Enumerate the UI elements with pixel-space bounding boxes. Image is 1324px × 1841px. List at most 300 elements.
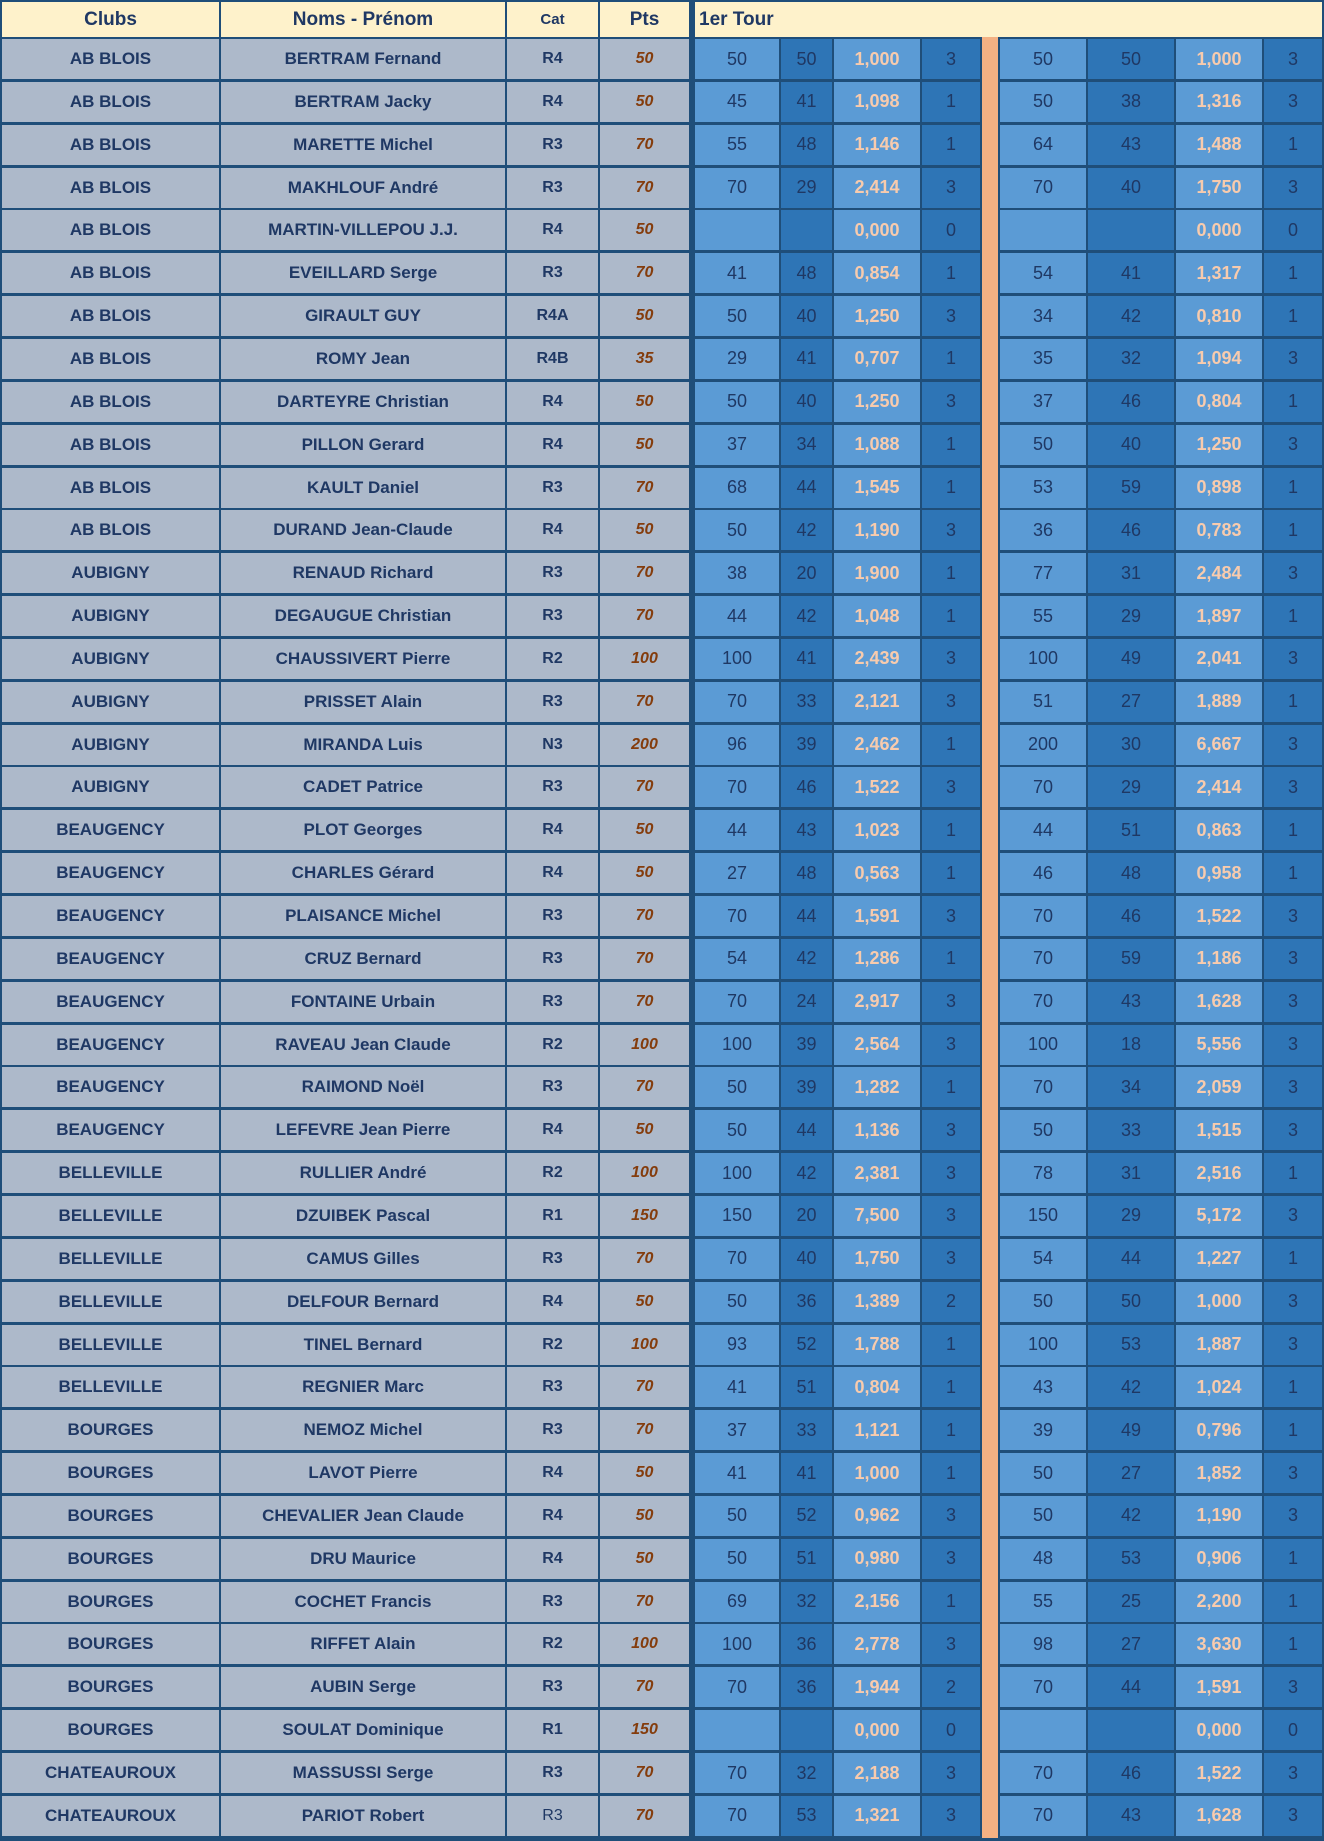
game1-average-cell: 0,804 [832,1365,922,1409]
separator-column [980,1537,1000,1581]
game1-match-points-cell: 0 [920,208,982,252]
game2-average-cell: 0,783 [1174,508,1264,552]
game2-average-cell: 0,863 [1174,808,1264,852]
table-row [0,208,1324,252]
club-cell: AB BLOIS [0,508,221,552]
player-name-cell: RULLIER André [219,1151,507,1195]
club-cell: BEAUGENCY [0,980,221,1024]
table-row [0,1365,1324,1409]
category-cell: R2 [505,1323,600,1367]
points-cell: 70 [598,1365,691,1409]
game1-match-points-cell: 1 [920,551,982,595]
game2-average-cell: 0,810 [1174,294,1264,338]
table-row [0,1237,1324,1281]
game2-points-scored-cell: 36 [998,508,1088,552]
game1-innings-cell: 46 [779,765,834,809]
player-name-cell: GIRAULT GUY [219,294,507,338]
game1-innings-cell: 48 [779,251,834,295]
game2-match-points-cell: 3 [1262,337,1324,381]
club-cell: BEAUGENCY [0,851,221,895]
game2-average-cell: 2,414 [1174,765,1264,809]
game1-match-points-cell: 1 [920,723,982,767]
game1-average-cell: 2,121 [832,680,922,724]
game2-average-cell: 1,317 [1174,251,1264,295]
separator-column [980,337,1000,381]
game1-match-points-cell: 3 [920,1108,982,1152]
points-cell: 35 [598,337,691,381]
points-cell: 150 [598,1194,691,1238]
game1-average-cell: 1,522 [832,765,922,809]
game2-match-points-cell: 1 [1262,594,1324,638]
game2-points-scored-cell: 50 [998,1280,1088,1324]
game2-average-cell: 1,852 [1174,1451,1264,1495]
game2-points-scored-cell: 50 [998,1108,1088,1152]
game1-innings-cell: 39 [779,1023,834,1067]
game1-innings-cell: 36 [779,1622,834,1666]
table-row [0,1794,1324,1838]
category-cell: R3 [505,894,600,938]
points-cell: 50 [598,1280,691,1324]
game2-innings-cell: 31 [1086,551,1176,595]
game1-innings-cell: 43 [779,808,834,852]
game2-innings-cell: 27 [1086,1451,1176,1495]
game2-innings-cell: 46 [1086,508,1176,552]
game2-match-points-cell: 3 [1262,637,1324,681]
separator-column [980,123,1000,167]
game2-innings-cell: 27 [1086,1622,1176,1666]
game1-innings-cell: 44 [779,894,834,938]
game1-innings-cell: 52 [779,1494,834,1538]
game2-average-cell: 0,000 [1174,208,1264,252]
category-cell: R4 [505,1108,600,1152]
club-cell: BOURGES [0,1537,221,1581]
game2-points-scored-cell: 70 [998,980,1088,1024]
player-name-cell: REGNIER Marc [219,1365,507,1409]
points-cell: 70 [598,1237,691,1281]
game1-points-scored-cell: 50 [693,1065,781,1109]
category-cell: R3 [505,466,600,510]
table-row [0,851,1324,895]
game1-points-scored-cell: 37 [693,1408,781,1452]
points-cell: 100 [598,1023,691,1067]
game1-match-points-cell: 1 [920,423,982,467]
game1-points-scored-cell: 29 [693,337,781,381]
separator-column [980,680,1000,724]
game1-match-points-cell: 1 [920,123,982,167]
table-row [0,1537,1324,1581]
game2-average-cell: 0,898 [1174,466,1264,510]
club-cell: AB BLOIS [0,423,221,467]
game2-points-scored-cell: 51 [998,680,1088,724]
points-cell: 70 [598,551,691,595]
game2-average-cell: 0,796 [1174,1408,1264,1452]
player-name-cell: PLOT Georges [219,808,507,852]
game1-average-cell: 1,023 [832,808,922,852]
points-cell: 50 [598,37,691,81]
game1-average-cell: 1,282 [832,1065,922,1109]
table-row [0,1280,1324,1324]
game1-match-points-cell: 2 [920,1665,982,1709]
game2-match-points-cell: 3 [1262,1108,1324,1152]
game1-average-cell: 2,381 [832,1151,922,1195]
game2-average-cell: 1,186 [1174,937,1264,981]
game1-match-points-cell: 1 [920,808,982,852]
game2-match-points-cell: 3 [1262,37,1324,81]
game1-average-cell: 1,146 [832,123,922,167]
table-row [0,294,1324,338]
game2-points-scored-cell: 77 [998,551,1088,595]
game2-points-scored-cell: 55 [998,594,1088,638]
game2-average-cell: 1,750 [1174,166,1264,210]
header-row [0,0,1324,39]
game2-innings-cell: 53 [1086,1537,1176,1581]
game2-average-cell: 1,488 [1174,123,1264,167]
category-cell: R4B [505,337,600,381]
game2-match-points-cell: 3 [1262,423,1324,467]
table-row [0,1194,1324,1238]
game1-innings-cell: 33 [779,1408,834,1452]
game1-innings-cell: 44 [779,1108,834,1152]
player-name-cell: CRUZ Bernard [219,937,507,981]
game1-innings-cell: 20 [779,551,834,595]
game1-average-cell: 1,136 [832,1108,922,1152]
game1-points-scored-cell: 100 [693,1151,781,1195]
header-cat: Cat [505,0,600,39]
points-cell: 70 [598,123,691,167]
points-cell: 50 [598,208,691,252]
game1-match-points-cell: 0 [920,1708,982,1752]
game1-points-scored-cell: 70 [693,166,781,210]
player-name-cell: LAVOT Pierre [219,1451,507,1495]
category-cell: N3 [505,723,600,767]
game2-innings-cell: 51 [1086,808,1176,852]
club-cell: BELLEVILLE [0,1194,221,1238]
game2-match-points-cell: 3 [1262,1494,1324,1538]
game2-match-points-cell: 3 [1262,166,1324,210]
table-row [0,251,1324,295]
game2-match-points-cell: 3 [1262,1194,1324,1238]
player-name-cell: NEMOZ Michel [219,1408,507,1452]
player-name-cell: DURAND Jean-Claude [219,508,507,552]
points-cell: 100 [598,637,691,681]
game2-innings-cell: 46 [1086,380,1176,424]
points-cell: 70 [598,1580,691,1624]
club-cell: AUBIGNY [0,594,221,638]
game2-innings-cell [1086,1708,1176,1752]
game2-average-cell: 0,906 [1174,1537,1264,1581]
category-cell: R4 [505,508,600,552]
player-name-cell: MARTIN-VILLEPOU J.J. [219,208,507,252]
separator-column [980,1451,1000,1495]
game2-match-points-cell: 1 [1262,1151,1324,1195]
game2-points-scored-cell: 200 [998,723,1088,767]
game2-innings-cell: 49 [1086,637,1176,681]
game2-average-cell: 1,628 [1174,980,1264,1024]
separator-column [980,166,1000,210]
game2-average-cell: 2,516 [1174,1151,1264,1195]
game2-average-cell: 1,887 [1174,1323,1264,1367]
category-cell: R4 [505,1451,600,1495]
separator-column [980,251,1000,295]
points-cell: 70 [598,251,691,295]
separator-column [980,294,1000,338]
player-name-cell: RAVEAU Jean Claude [219,1023,507,1067]
points-cell: 70 [598,1408,691,1452]
player-name-cell: CADET Patrice [219,765,507,809]
game1-match-points-cell: 3 [920,1537,982,1581]
table-row [0,937,1324,981]
club-cell: AB BLOIS [0,80,221,124]
table-row [0,808,1324,852]
game2-average-cell: 0,958 [1174,851,1264,895]
game2-match-points-cell: 3 [1262,1794,1324,1838]
category-cell: R3 [505,1065,600,1109]
club-cell: AUBIGNY [0,765,221,809]
game1-average-cell: 0,563 [832,851,922,895]
game2-innings-cell: 40 [1086,166,1176,210]
club-cell: AUBIGNY [0,723,221,767]
separator-column [980,1665,1000,1709]
table-row [0,1023,1324,1067]
separator-column [980,1280,1000,1324]
game2-innings-cell: 42 [1086,1365,1176,1409]
game1-match-points-cell: 1 [920,337,982,381]
separator-column [980,551,1000,595]
game2-points-scored-cell: 55 [998,1580,1088,1624]
separator-column [980,1622,1000,1666]
points-cell: 50 [598,294,691,338]
header-pts: Pts [598,0,691,39]
club-cell: AB BLOIS [0,251,221,295]
game2-points-scored-cell: 34 [998,294,1088,338]
game2-innings-cell: 41 [1086,251,1176,295]
game1-match-points-cell: 3 [920,894,982,938]
game1-points-scored-cell: 44 [693,808,781,852]
game2-average-cell: 1,889 [1174,680,1264,724]
game2-innings-cell: 29 [1086,765,1176,809]
points-cell: 50 [598,508,691,552]
game1-average-cell: 1,591 [832,894,922,938]
club-cell: AB BLOIS [0,466,221,510]
game2-points-scored-cell: 50 [998,423,1088,467]
game1-match-points-cell: 1 [920,1408,982,1452]
game2-points-scored-cell: 150 [998,1194,1088,1238]
category-cell: R4 [505,1280,600,1324]
player-name-cell: LEFEVRE Jean Pierre [219,1108,507,1152]
player-name-cell: MARETTE Michel [219,123,507,167]
game2-innings-cell: 43 [1086,1794,1176,1838]
category-cell: R2 [505,637,600,681]
game2-points-scored-cell: 70 [998,1065,1088,1109]
game1-match-points-cell: 1 [920,594,982,638]
game1-match-points-cell: 3 [920,1151,982,1195]
game1-points-scored-cell: 100 [693,637,781,681]
game2-match-points-cell: 1 [1262,680,1324,724]
game2-innings-cell: 33 [1086,1108,1176,1152]
category-cell: R2 [505,1622,600,1666]
game2-points-scored-cell: 50 [998,1451,1088,1495]
game2-innings-cell: 29 [1086,594,1176,638]
game1-match-points-cell: 3 [920,1494,982,1538]
category-cell: R3 [505,980,600,1024]
table-row [0,123,1324,167]
player-name-cell: CHARLES Gérard [219,851,507,895]
category-cell: R3 [505,937,600,981]
table-row [0,1065,1324,1109]
table-row [0,466,1324,510]
game1-match-points-cell: 3 [920,37,982,81]
category-cell: R4 [505,808,600,852]
game2-points-scored-cell: 98 [998,1622,1088,1666]
separator-column [980,37,1000,81]
game2-match-points-cell: 3 [1262,765,1324,809]
game2-points-scored-cell: 70 [998,1751,1088,1795]
game1-average-cell: 7,500 [832,1194,922,1238]
game2-average-cell: 2,059 [1174,1065,1264,1109]
category-cell: R3 [505,551,600,595]
game2-match-points-cell: 1 [1262,466,1324,510]
points-cell: 50 [598,808,691,852]
player-name-cell: PILLON Gerard [219,423,507,467]
game1-points-scored-cell: 44 [693,594,781,638]
game1-innings-cell: 50 [779,37,834,81]
game2-points-scored-cell: 70 [998,937,1088,981]
club-cell: CHATEAUROUX [0,1751,221,1795]
game2-match-points-cell: 3 [1262,551,1324,595]
club-cell: BELLEVILLE [0,1151,221,1195]
separator-column [980,1065,1000,1109]
game1-points-scored-cell: 55 [693,123,781,167]
category-cell: R1 [505,1194,600,1238]
game1-match-points-cell: 3 [920,380,982,424]
game2-innings-cell [1086,208,1176,252]
game1-points-scored-cell: 93 [693,1323,781,1367]
game2-match-points-cell: 1 [1262,1237,1324,1281]
header-name: Noms - Prénom [219,0,507,39]
club-cell: BELLEVILLE [0,1280,221,1324]
category-cell: R1 [505,1708,600,1752]
game2-innings-cell: 29 [1086,1194,1176,1238]
category-cell: R3 [505,1794,600,1838]
game1-match-points-cell: 3 [920,508,982,552]
category-cell: R4 [505,423,600,467]
separator-column [980,1794,1000,1838]
table-row [0,423,1324,467]
club-cell: BELLEVILLE [0,1365,221,1409]
game1-match-points-cell: 1 [920,251,982,295]
game1-innings-cell [779,208,834,252]
game1-innings-cell: 40 [779,294,834,338]
points-cell: 70 [598,937,691,981]
separator-column [980,594,1000,638]
game2-innings-cell: 42 [1086,1494,1176,1538]
player-name-cell: MAKHLOUF André [219,166,507,210]
game2-points-scored-cell: 44 [998,808,1088,852]
game1-innings-cell: 42 [779,1151,834,1195]
category-cell: R4 [505,37,600,81]
header-tour: 1er Tour [693,0,1324,39]
game2-average-cell: 1,628 [1174,1794,1264,1838]
points-cell: 50 [598,380,691,424]
game1-average-cell: 1,121 [832,1408,922,1452]
points-cell: 70 [598,1665,691,1709]
club-cell: BOURGES [0,1708,221,1752]
club-cell: BEAUGENCY [0,1065,221,1109]
game1-average-cell: 1,944 [832,1665,922,1709]
game2-innings-cell: 34 [1086,1065,1176,1109]
player-name-cell: KAULT Daniel [219,466,507,510]
game2-match-points-cell: 0 [1262,1708,1324,1752]
game1-innings-cell: 53 [779,1794,834,1838]
game2-match-points-cell: 1 [1262,380,1324,424]
game2-points-scored-cell: 46 [998,851,1088,895]
club-cell: AB BLOIS [0,380,221,424]
club-cell: BEAUGENCY [0,1023,221,1067]
table-row [0,1108,1324,1152]
player-name-cell: BERTRAM Jacky [219,80,507,124]
game2-match-points-cell: 3 [1262,1751,1324,1795]
points-cell: 70 [598,166,691,210]
game2-match-points-cell: 3 [1262,80,1324,124]
game1-points-scored-cell: 50 [693,1280,781,1324]
game1-match-points-cell: 1 [920,466,982,510]
game2-average-cell: 5,556 [1174,1023,1264,1067]
table-row [0,1622,1324,1666]
game2-points-scored-cell: 78 [998,1151,1088,1195]
game1-innings-cell: 51 [779,1537,834,1581]
game2-points-scored-cell: 35 [998,337,1088,381]
game1-average-cell: 0,707 [832,337,922,381]
game1-average-cell: 1,788 [832,1323,922,1367]
game2-match-points-cell: 3 [1262,723,1324,767]
game1-average-cell: 0,980 [832,1537,922,1581]
game2-match-points-cell: 3 [1262,1451,1324,1495]
player-name-cell: TINEL Bernard [219,1323,507,1367]
club-cell: BOURGES [0,1451,221,1495]
game1-average-cell: 1,250 [832,380,922,424]
game1-average-cell: 2,564 [832,1023,922,1067]
game1-match-points-cell: 3 [920,166,982,210]
game1-average-cell: 1,389 [832,1280,922,1324]
category-cell: R2 [505,1151,600,1195]
game1-innings-cell: 48 [779,851,834,895]
points-cell: 100 [598,1151,691,1195]
game2-match-points-cell: 1 [1262,1580,1324,1624]
game2-points-scored-cell: 100 [998,1323,1088,1367]
player-name-cell: AUBIN Serge [219,1665,507,1709]
separator-column [980,1751,1000,1795]
game2-match-points-cell: 1 [1262,123,1324,167]
game2-match-points-cell: 1 [1262,1408,1324,1452]
game1-average-cell: 0,854 [832,251,922,295]
category-cell: R3 [505,680,600,724]
game1-innings-cell: 42 [779,937,834,981]
category-cell: R4 [505,80,600,124]
game2-average-cell: 1,316 [1174,80,1264,124]
game2-match-points-cell: 3 [1262,1323,1324,1367]
game1-innings-cell: 33 [779,680,834,724]
game2-average-cell: 0,804 [1174,380,1264,424]
game1-match-points-cell: 2 [920,1280,982,1324]
game1-average-cell: 0,000 [832,1708,922,1752]
game1-match-points-cell: 1 [920,1365,982,1409]
game2-average-cell: 5,172 [1174,1194,1264,1238]
game2-average-cell: 1,094 [1174,337,1264,381]
game2-points-scored-cell: 70 [998,765,1088,809]
game1-match-points-cell: 1 [920,1065,982,1109]
game1-average-cell: 2,414 [832,166,922,210]
player-name-cell: CHAUSSIVERT Pierre [219,637,507,681]
